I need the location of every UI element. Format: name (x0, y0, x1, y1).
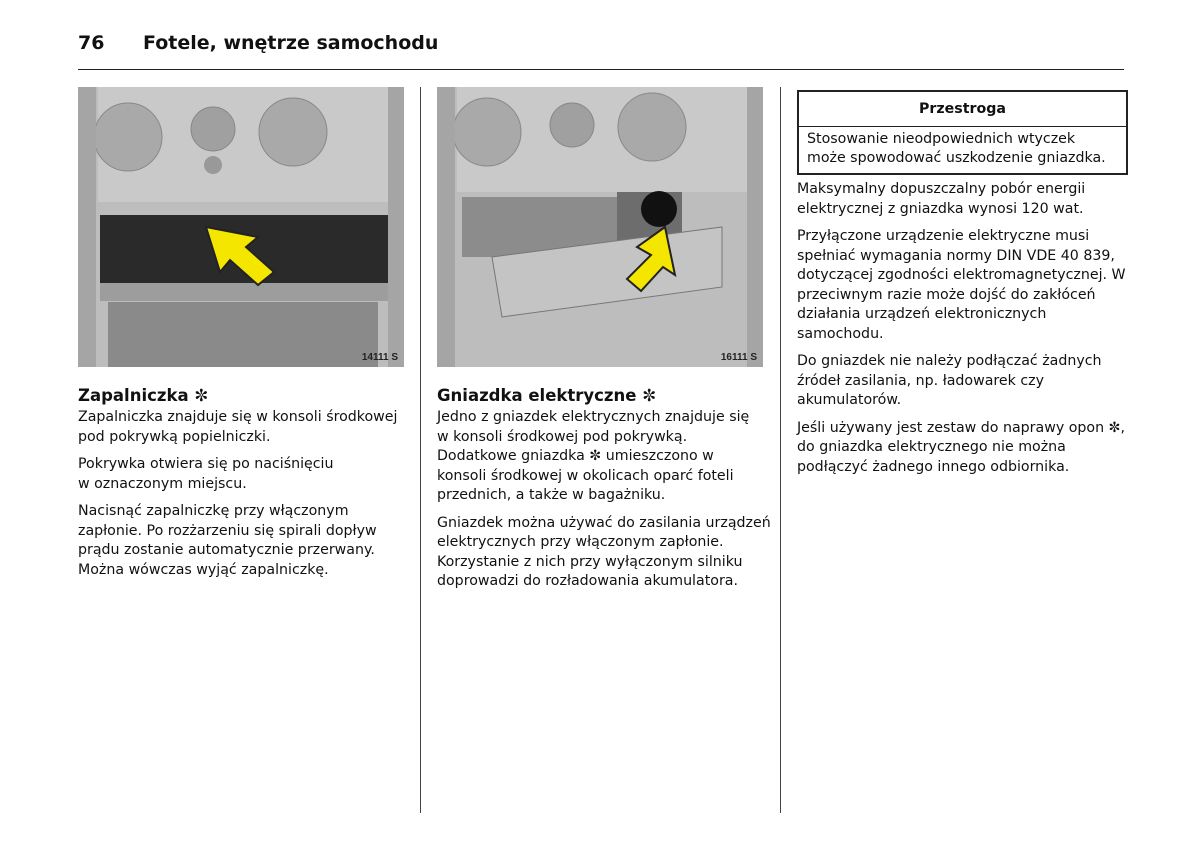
paragraph: Jedno z gniazdek elektrycznych znajduje się w konsoli środkowej pod pokrywką. Dodatkowe gniazdka ✼ umieszczono w konsoli środkowej w okolicach oparć foteli przednich, a także w bagażniku. (437, 409, 750, 503)
page-number: 76 (78, 32, 105, 54)
paragraph: Jeśli używany jest zestaw do naprawy opon ✼, do gniazdka elektrycznego nie można podłączyć żadnego innego odbiornika. (797, 419, 1125, 475)
column-divider (780, 87, 781, 813)
paragraph: Nacisnąć zapalniczkę przy włączonym zapłonie. Po rozżarzeniu się spirali dopływ prądu zostanie automatycznie przerwany. Można wówczas wyjąć zapalniczkę. (78, 503, 377, 578)
caution-box (797, 90, 1128, 175)
header-rule (78, 69, 1124, 70)
figure-code: 14111 S (361, 352, 398, 363)
section-heading: Zapalniczka ✼ (78, 386, 209, 405)
paragraph: Pokrywka otwiera się po naciśnięciu w oznaczonym miejscu. (78, 456, 334, 492)
section-heading: Gniazdka elektryczne ✼ (437, 386, 657, 405)
caution-title: Przestroga (799, 92, 1126, 127)
cigarette-lighter-figure (78, 87, 404, 367)
lighter-section (78, 385, 408, 588)
paragraph: Gniazdek można używać do zasilania urządzeń elektrycznych przy włączonym zapłonie. Korzystanie z nich przy wyłączonym silniku doprowadzi do rozładowania akumulatora. (437, 514, 771, 589)
socket-info-section (797, 180, 1127, 485)
paragraph: Przyłączone urządzenie elektryczne musi spełniać wymagania normy DIN VDE 40 839, dotyczącej zgodności elektromagnetycznej. W przeciwnym razie może dojść do zakłóceń działania urządzeń elektronicznych samochodu. (797, 228, 1126, 342)
socket-section (437, 385, 772, 600)
page-title: Fotele, wnętrze samochodu (143, 32, 439, 54)
column-divider (420, 87, 421, 813)
paragraph: Maksymalny dopuszczalny pobór energii elektrycznej z gniazdka wynosi 120 wat. (797, 181, 1086, 217)
paragraph: Zapalniczka znajduje się w konsoli środkowej pod pokrywką popielniczki. (78, 409, 398, 445)
power-socket-figure (437, 87, 763, 367)
paragraph: Do gniazdek nie należy podłączać żadnych źródeł zasilania, np. ładowarek czy akumulatorów. (797, 353, 1102, 408)
caution-text: Stosowanie nieodpowiednich wtyczek może spowodować uszkodzenie gniazdka. (807, 130, 1106, 166)
figure-code: 16111 S (720, 352, 757, 363)
